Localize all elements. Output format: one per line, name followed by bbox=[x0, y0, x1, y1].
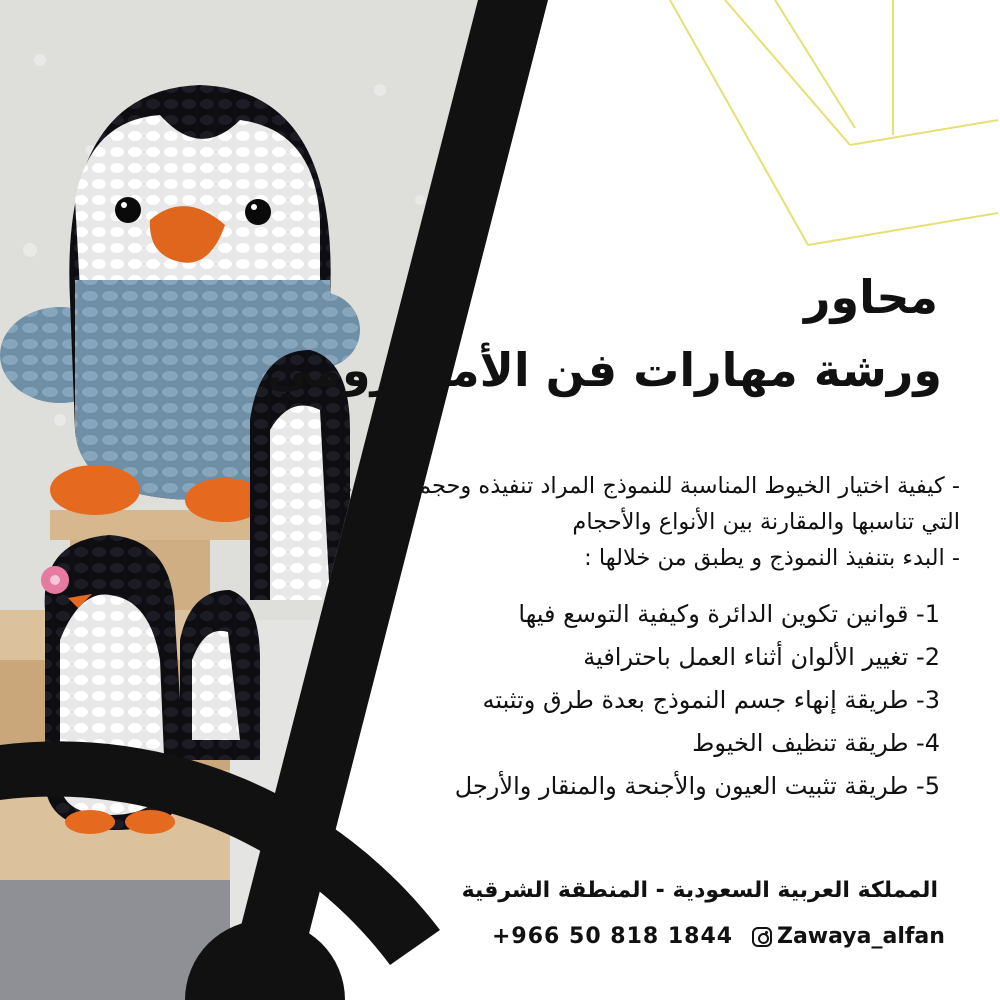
list-item: 2- تغيير الألوان أثناء العمل باحترافية bbox=[583, 643, 940, 671]
heading-line1: محاور bbox=[804, 270, 938, 324]
steps-list bbox=[455, 593, 940, 808]
description bbox=[340, 468, 960, 576]
phone-number[interactable]: +966 50 818 1844 bbox=[492, 924, 734, 949]
list-item: 1- قوانين تكوين الدائرة وكيفية التوسع فيها bbox=[518, 600, 940, 628]
list-item: 3- طريقة إنهاء جسم النموذج بعدة طرق وتثبته bbox=[482, 686, 940, 714]
heading-line2: ورشة مهارات فن الأميجرومي bbox=[266, 343, 942, 397]
location-text: المملكة العربية السعودية - المنطقة الشرقية bbox=[461, 878, 938, 903]
accent-lines bbox=[670, 0, 998, 245]
paragraph-1: - كيفية اختيار الخيوط المناسبة للنموذج المراد تنفيذه وحجم السنارة التي تناسبها والمقارنة بين الأنواع والأحجام bbox=[340, 473, 960, 535]
instagram-handle[interactable] bbox=[752, 924, 945, 949]
list-item: 5- طريقة تثبيت العيون والأجنحة والمنقار والأرجل bbox=[454, 772, 940, 800]
list-item: 4- طريقة تنظيف الخيوط bbox=[692, 729, 940, 757]
paragraph-2: - البدء بتنفيذ النموذج و يطبق من خلالها : bbox=[584, 545, 960, 571]
instagram-icon bbox=[752, 927, 772, 947]
instagram-handle-text: Zawaya_alfan bbox=[777, 924, 945, 949]
